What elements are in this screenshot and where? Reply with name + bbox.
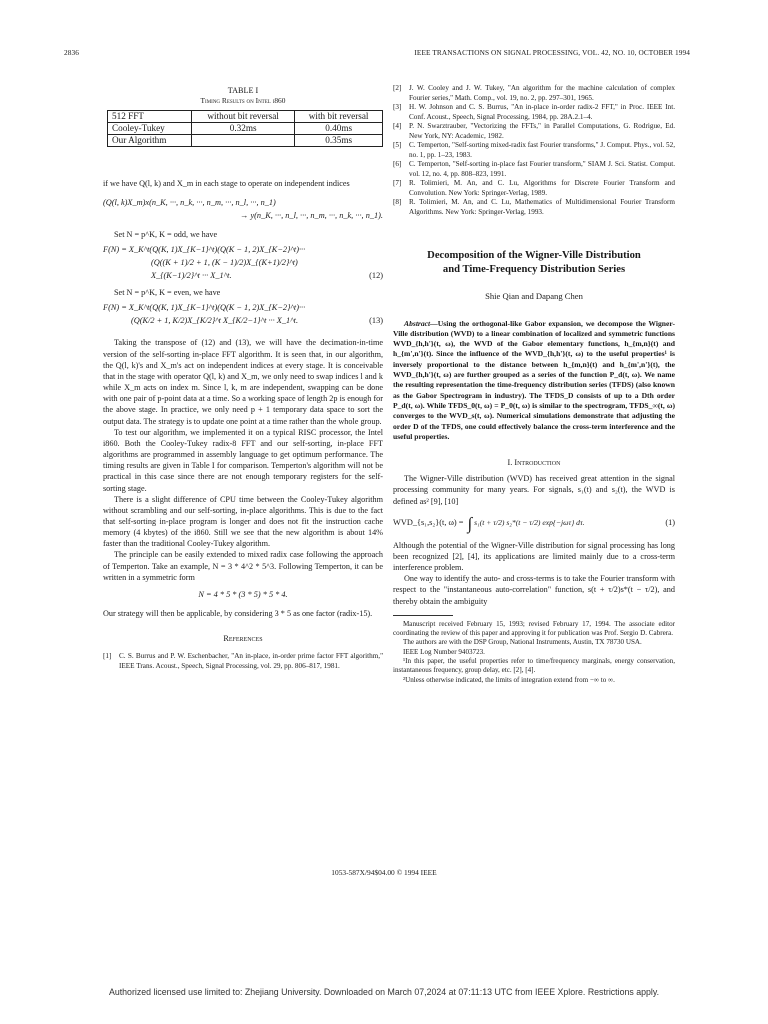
- reference-number: [5]: [393, 141, 402, 149]
- reference-number: [6]: [393, 160, 402, 168]
- footnote: IEEE Log Number 9403723.: [403, 647, 485, 656]
- reference-text: P. N. Swarztrauber, "Vectorizing the FFTs," in Parallel Computations, G. Rodrigue, Ed. New York, NY: Academic, 1982.: [409, 122, 675, 140]
- reference-text: R. Tolimieri, M. An, and C. Lu, Mathematics of Multidimensional Fourier Transform Algorithms. New York: Springer-Verlag, 1993.: [409, 198, 675, 216]
- reference-text: C. S. Burrus and P. W. Eschenbacher, "An in-place, in-order prime factor FFT algorithm," IEEE Trans. Acoust., Speech, Signal Processing, vol. 29, pp. 806–817, 1981.: [119, 652, 383, 670]
- reference-item: [393, 160, 675, 179]
- footnotes: [393, 620, 675, 686]
- body-paragraph: The Wigner-Ville distribution (WVD) has received great attention in the signal processing community for many years. For signals, s₁(t) and s₂(t), the WVD is defined as² [9], [10]: [393, 474, 675, 506]
- body-paragraph: Our strategy will then be applicable, by considering 3 * 5 as one factor (radix-15).: [103, 608, 373, 618]
- download-notice: Authorized licensed use limited to: Zhejiang University. Downloaded on March 07,2024 at 07:11:13 UTC from IEEE Xplore. Restrictions apply.: [108, 987, 660, 997]
- footnote: The authors are with the DSP Group, National Instruments, Austin, TX 78730 USA.: [403, 638, 642, 647]
- equation-13: [103, 302, 383, 328]
- footnote: Manuscript received February 15, 1993; revised February 17, 1994. The associate editor coordinating the review of this paper and approving it for publication was Prof. Sergio D. Cabrera.: [393, 619, 675, 638]
- body-paragraph: Although the potential of the Wigner-Ville distribution for signal processing has long been recognized [2], [4], its applications are limited mainly due to a cross-term interference problem.: [393, 540, 675, 573]
- table-cell: 0.35ms: [295, 134, 383, 146]
- table-1-block: [103, 86, 383, 147]
- body-paragraph: To test our algorithm, we implemented it on a typical RISC processor, the Intel i860. Both the Cooley-Tukey radix-8 FFT and our self-sorting, in-place FFT algorithms are programmed in assembly language to get optimum performance. The timing results are given in Table I for comparison. Temperton's algorithm will not be practical in this case since there are not enough temporary registers for the self-sorting stage.: [103, 427, 383, 493]
- table-cell: Cooley-Tukey: [108, 122, 192, 134]
- set-odd-text: Set N = p^K, K = odd, we have: [114, 229, 218, 239]
- equation-number: (1): [665, 517, 675, 527]
- set-even-text: Set N = p^K, K = even, we have: [114, 287, 221, 297]
- table-header-cell: 512 FFT: [108, 111, 192, 123]
- body-paragraph: One way to identify the auto- and cross-terms is to take the Fourier transform with respect to the "instantaneous auto-correlation" function, s(t + τ/2)s*(t − τ/2), and thereby obtain the ambiguity: [393, 574, 675, 606]
- reference-text: C. Temperton, "Self-sorting mixed-radix fast Fourier transforms," J. Comput. Phys., vol. 52, no. 1, pp. 1–23, 1983.: [409, 141, 675, 159]
- table-header-cell: without bit reversal: [192, 111, 295, 123]
- footnote: ¹In this paper, the useful properties refer to time/frequency marginals, energy conservation, instantaneous frequency, group delay, etc. [2], [4].: [393, 657, 675, 675]
- equation-rhs: s₁(t + τ/2) s₂*(t − τ/2) exp{−jωτ} dτ.: [474, 518, 585, 528]
- table-cell: Our Algorithm: [108, 134, 192, 146]
- copyright-line: 1053-587X/94$04.00 © 1994 IEEE: [331, 868, 437, 877]
- reference-item: [393, 103, 675, 122]
- table-caption: Timing Results on Intel i860: [200, 96, 286, 105]
- reference-list: [393, 84, 675, 217]
- reference-item: [393, 198, 675, 217]
- reference-number: [4]: [393, 122, 402, 130]
- integral-sign: ∫: [467, 513, 473, 533]
- reference-item: [393, 122, 675, 141]
- table-cell: 0.40ms: [295, 122, 383, 134]
- equation-symmetric: N = 4 * 5 * (3 * 5) * 5 * 4.: [198, 589, 288, 599]
- reference-text: R. Tolimieri, M. An, and C. Lu, Algorithms for Discrete Fourier Transform and Convolution. New York: Springer-Verlag, 1989.: [409, 179, 675, 197]
- equation-12: [103, 244, 383, 283]
- left-column: [103, 178, 383, 671]
- table-cell: [192, 134, 295, 146]
- reference-number: [1]: [103, 652, 112, 661]
- right-body: [393, 473, 675, 606]
- reference-text: H. W. Johnson and C. S. Burrus, "An in-place in-order radix-2 FFT," in Proc. IEEE Int. Conf. Acoust., Speech, Signal Processing, 1984, pp. 28A.2.1–4.: [409, 103, 675, 121]
- table-header-cell: with bit reversal: [295, 111, 383, 123]
- reference-item: [393, 141, 675, 160]
- equation-line: → y(n_K, ···, n_l, ···, n_m, ···, n_k, ···, n_1).: [240, 211, 383, 221]
- equation-line: (Q(K/2 + 1, K/2)X_{K/2}^t X_{K/2−1}^t ··· X_1^t.: [131, 315, 299, 325]
- body-paragraph: Taking the transpose of (12) and (13), we will have the decimation-in-time version of the self-sorting in-place FFT algorithm. It is seen that, in our algorithm, the Q(l, k)'s and X_m's act on independent indices at every stage. It is conceivable that in the stage with operator Q(l, k) and X_m, we only need to swap indices l and k while X_m acts on index m. Since l, k, m are independent, swapping can be done with one pair of p-point data at a time. So a working space of length 2p is enough for the above stage. In practice, we only need p + 1 temporary data space to sort the output data. The strategy is to update one point at a time rather than the whole group.: [103, 338, 383, 426]
- equation-lhs: WVD_{s₁,s₂}(t, ω) =: [393, 517, 464, 527]
- title-line: Decomposition of the Wigner-Ville Distribution: [427, 250, 641, 261]
- equation-1: [393, 515, 675, 532]
- table-row: [108, 122, 383, 134]
- reference-number: [8]: [393, 198, 402, 206]
- equation-line: X_{(K−1)/2}^t ··· X_1^t.: [151, 270, 232, 280]
- right-column: [393, 84, 675, 685]
- equation-line: (Q((K + 1)/2 + 1, (K − 1)/2)X_{(K+1)/2}^t): [151, 257, 298, 267]
- abstract-text: Using the orthogonal-like Gabor expansion, we decompose the Wigner-Ville distribution (WVD) to a linear combination of localized and symmetric functions WVD_{h,h'}(t, ω), the WVD of the Gabor elementary functions, h_{m,n}(t) and h_{m',n'}(t). Since the influence of the WVD_{h,h'}(t, ω) to the useful properties¹ is inversely proportional to the distance between h_{m,n}(t) and h_{m',n'}(t), the WVD_{h,h'}(t, ω) are further grouped as a series of the function P_d(t, ω). We name the resulting representation the time-frequency distribution series (TFDS) (also known as the Gabor Spectrogram in industry). The TFDS_D consists of up to a Dth order P_d(t, ω). While TFDS_0(t, ω) = P_0(t, ω) is similar to the spectrogram, TFDS_∞(t, ω) converges to the WVD_s(t, ω). Numerical simulations demonstrate that adjusting the order D of the TFDS, one could effectively balance the cross-term interference and the useful properties.: [393, 318, 675, 441]
- reference-number: [2]: [393, 84, 402, 92]
- journal-header: IEEE TRANSACTIONS ON SIGNAL PROCESSING, VOL. 42, NO. 10, OCTOBER 1994: [414, 48, 690, 57]
- table-row: [108, 134, 383, 146]
- reference-item: [393, 179, 675, 198]
- equation-number: (13): [369, 315, 383, 325]
- reference-number: [7]: [393, 179, 402, 187]
- authors: Shie Qian and Dapang Chen: [485, 290, 583, 301]
- reference-item: [393, 84, 675, 103]
- footnote-divider: [393, 615, 453, 616]
- title-line: and Time-Frequency Distribution Series: [442, 263, 626, 275]
- article-title: [393, 249, 675, 277]
- equation-line: F(N) = X_K^t(Q(K, 1)X_{K−1}^t)(Q(K − 1, 2)X_{K−2}^t)···: [103, 245, 306, 255]
- reference-text: C. Temperton, "Self-sorting in-place fast Fourier transform," SIAM J. Sci. Statist. Comput. vol. 12, no. 4, pp. 808–823, 1991.: [409, 160, 675, 178]
- body-paragraph: There is a slight difference of CPU time between the Cooley-Tukey algorithm without scrambling and our self-sorting, in-place algorithms. This is due to the fact that self-sorting in-place program is longer and does not fit the instruction cache memory (4 kbytes) of the i860. Still we see that the new algorithm is about 14% faster than the traditional Cooley-Tukey algorithm.: [103, 494, 383, 549]
- table-cell: 0.32ms: [192, 122, 295, 134]
- reference-item: [103, 652, 383, 671]
- table-header-row: [108, 111, 383, 123]
- equation-line: (Q(l, k)X_m)x(n_K, ···, n_k, ···, n_m, ···, n_l, ···, n_1): [103, 198, 276, 208]
- abstract: [393, 319, 675, 443]
- abstract-label: Abstract—: [404, 318, 438, 328]
- page-number: 2836: [64, 48, 79, 57]
- reference-text: J. W. Cooley and J. W. Tukey, "An algorithm for the machine calculation of complex Fourier series," Math. Comp., vol. 19, no. 2, pp. 297–301, 1965.: [409, 84, 675, 102]
- intro-text: if we have Q(l, k) and X_m in each stage to operate on independent indices: [103, 179, 350, 188]
- section-heading: I. Introduction: [507, 458, 561, 468]
- table-title: TABLE I: [227, 86, 259, 95]
- equation-line: F(N) = X_K^t(Q(K, 1)X_{K−1}^t)(Q(K − 1, 2)X_{K−2}^t)···: [103, 302, 306, 312]
- equation-permutation: [103, 197, 383, 223]
- footnote: ²Unless otherwise indicated, the limits of integration extend from −∞ to ∞.: [403, 675, 615, 684]
- reference-number: [3]: [393, 103, 402, 111]
- equation-number: (12): [369, 270, 383, 280]
- timing-table: [107, 110, 383, 147]
- body-paragraph: The principle can be easily extended to mixed radix case following the approach of Temperton. Take an example, N = 3 * 4^2 * 5^3. Following Temperton, it can be written in a symmetric form: [103, 550, 383, 582]
- references-heading: References: [223, 633, 263, 643]
